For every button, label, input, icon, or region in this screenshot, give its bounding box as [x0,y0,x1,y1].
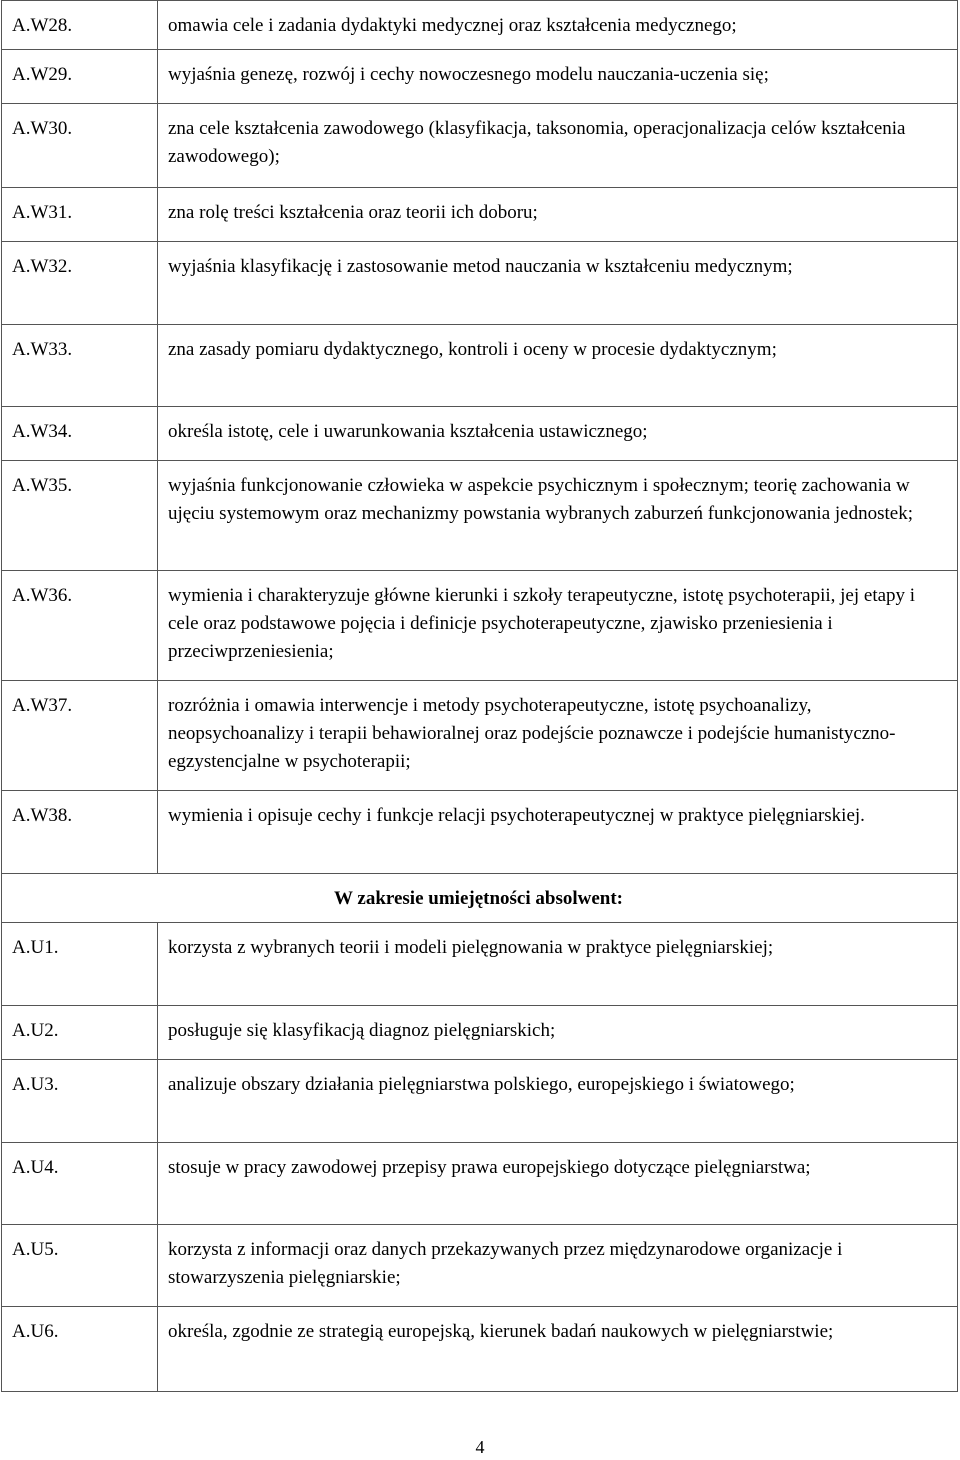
outcome-description: wyjaśnia funkcjonowanie człowieka w aspekcie psychicznym i społecznym; teorię zachowania w ujęciu systemowym oraz mechanizmy powstania wybranych zaburzeń funkcjonowania jednostek; [158,461,958,571]
table-row [2,1225,958,1307]
outcome-description: korzysta z informacji oraz danych przekazywanych przez międzynarodowe organizacje i stowarzyszenia pielęgniarskie; [158,1225,958,1307]
table-row [2,188,958,242]
section-header-row [2,874,958,923]
learning-outcomes-table [1,0,958,1392]
table-row [2,461,958,571]
table-row [2,104,958,188]
table-row [2,1143,958,1225]
outcome-code: A.U6. [2,1307,158,1392]
outcome-description: zna rolę treści kształcenia oraz teorii ich doboru; [158,188,958,242]
outcome-code: A.U2. [2,1006,158,1060]
outcome-code: A.W29. [2,50,158,104]
outcome-description: wymienia i opisuje cechy i funkcje relacji psychoterapeutycznej w praktyce pielęgniarskiej. [158,791,958,874]
outcome-code: A.W33. [2,325,158,407]
outcome-code: A.W35. [2,461,158,571]
table-row [2,1060,958,1143]
outcome-description: wyjaśnia genezę, rozwój i cechy nowoczesnego modelu nauczania-uczenia się; [158,50,958,104]
outcome-code: A.W31. [2,188,158,242]
outcome-description: określa istotę, cele i uwarunkowania kształcenia ustawicznego; [158,407,958,461]
table-row [2,1307,958,1392]
outcome-description: posługuje się klasyfikacją diagnoz pielęgniarskich; [158,1006,958,1060]
outcome-description: zna zasady pomiaru dydaktycznego, kontroli i oceny w procesie dydaktycznym; [158,325,958,407]
table-row [2,1,958,50]
table-row [2,1006,958,1060]
outcome-description: wyjaśnia klasyfikację i zastosowanie metod nauczania w kształceniu medycznym; [158,242,958,325]
table-row [2,407,958,461]
outcome-description: wymienia i charakteryzuje główne kierunki i szkoły terapeutyczne, istotę psychoterapii, jej etapy i cele oraz podstawowe pojęcia i definicje psychoterapeutyczne, zjawisko przeniesienia i przeciwprzeniesienia; [158,571,958,681]
outcome-code: A.W37. [2,681,158,791]
outcome-code: A.W30. [2,104,158,188]
outcome-code: A.U1. [2,923,158,1006]
outcome-description: zna cele kształcenia zawodowego (klasyfikacja, taksonomia, operacjonalizacja celów kształcenia zawodowego); [158,104,958,188]
outcome-code: A.W28. [2,1,158,50]
skills-section-title: W zakresie umiejętności absolwent: [2,874,958,923]
page-number: 4 [475,1437,485,1457]
outcome-description: omawia cele i zadania dydaktyki medycznej oraz kształcenia medycznego; [158,1,958,50]
table-row [2,325,958,407]
outcome-code: A.W34. [2,407,158,461]
outcome-description: stosuje w pracy zawodowej przepisy prawa europejskiego dotyczące pielęgniarstwa; [158,1143,958,1225]
outcome-description: rozróżnia i omawia interwencje i metody psychoterapeutyczne, istotę psychoanalizy, neopsychoanalizy i terapii behawioralnej oraz podejście poznawcze i podejście humanistyczno-egzystencjalne w psychoterapii; [158,681,958,791]
outcome-code: A.U3. [2,1060,158,1143]
outcome-code: A.W32. [2,242,158,325]
table-row [2,571,958,681]
table-row [2,50,958,104]
outcome-description: korzysta z wybranych teorii i modeli pielęgnowania w praktyce pielęgniarskiej; [158,923,958,1006]
outcome-description: analizuje obszary działania pielęgniarstwa polskiego, europejskiego i światowego; [158,1060,958,1143]
outcome-code: A.W38. [2,791,158,874]
outcome-code: A.W36. [2,571,158,681]
table-row [2,791,958,874]
outcome-code: A.U5. [2,1225,158,1307]
outcome-description: określa, zgodnie ze strategią europejską, kierunek badań naukowych w pielęgniarstwie; [158,1307,958,1392]
table-row [2,681,958,791]
table-row [2,923,958,1006]
outcome-code: A.U4. [2,1143,158,1225]
table-row [2,242,958,325]
